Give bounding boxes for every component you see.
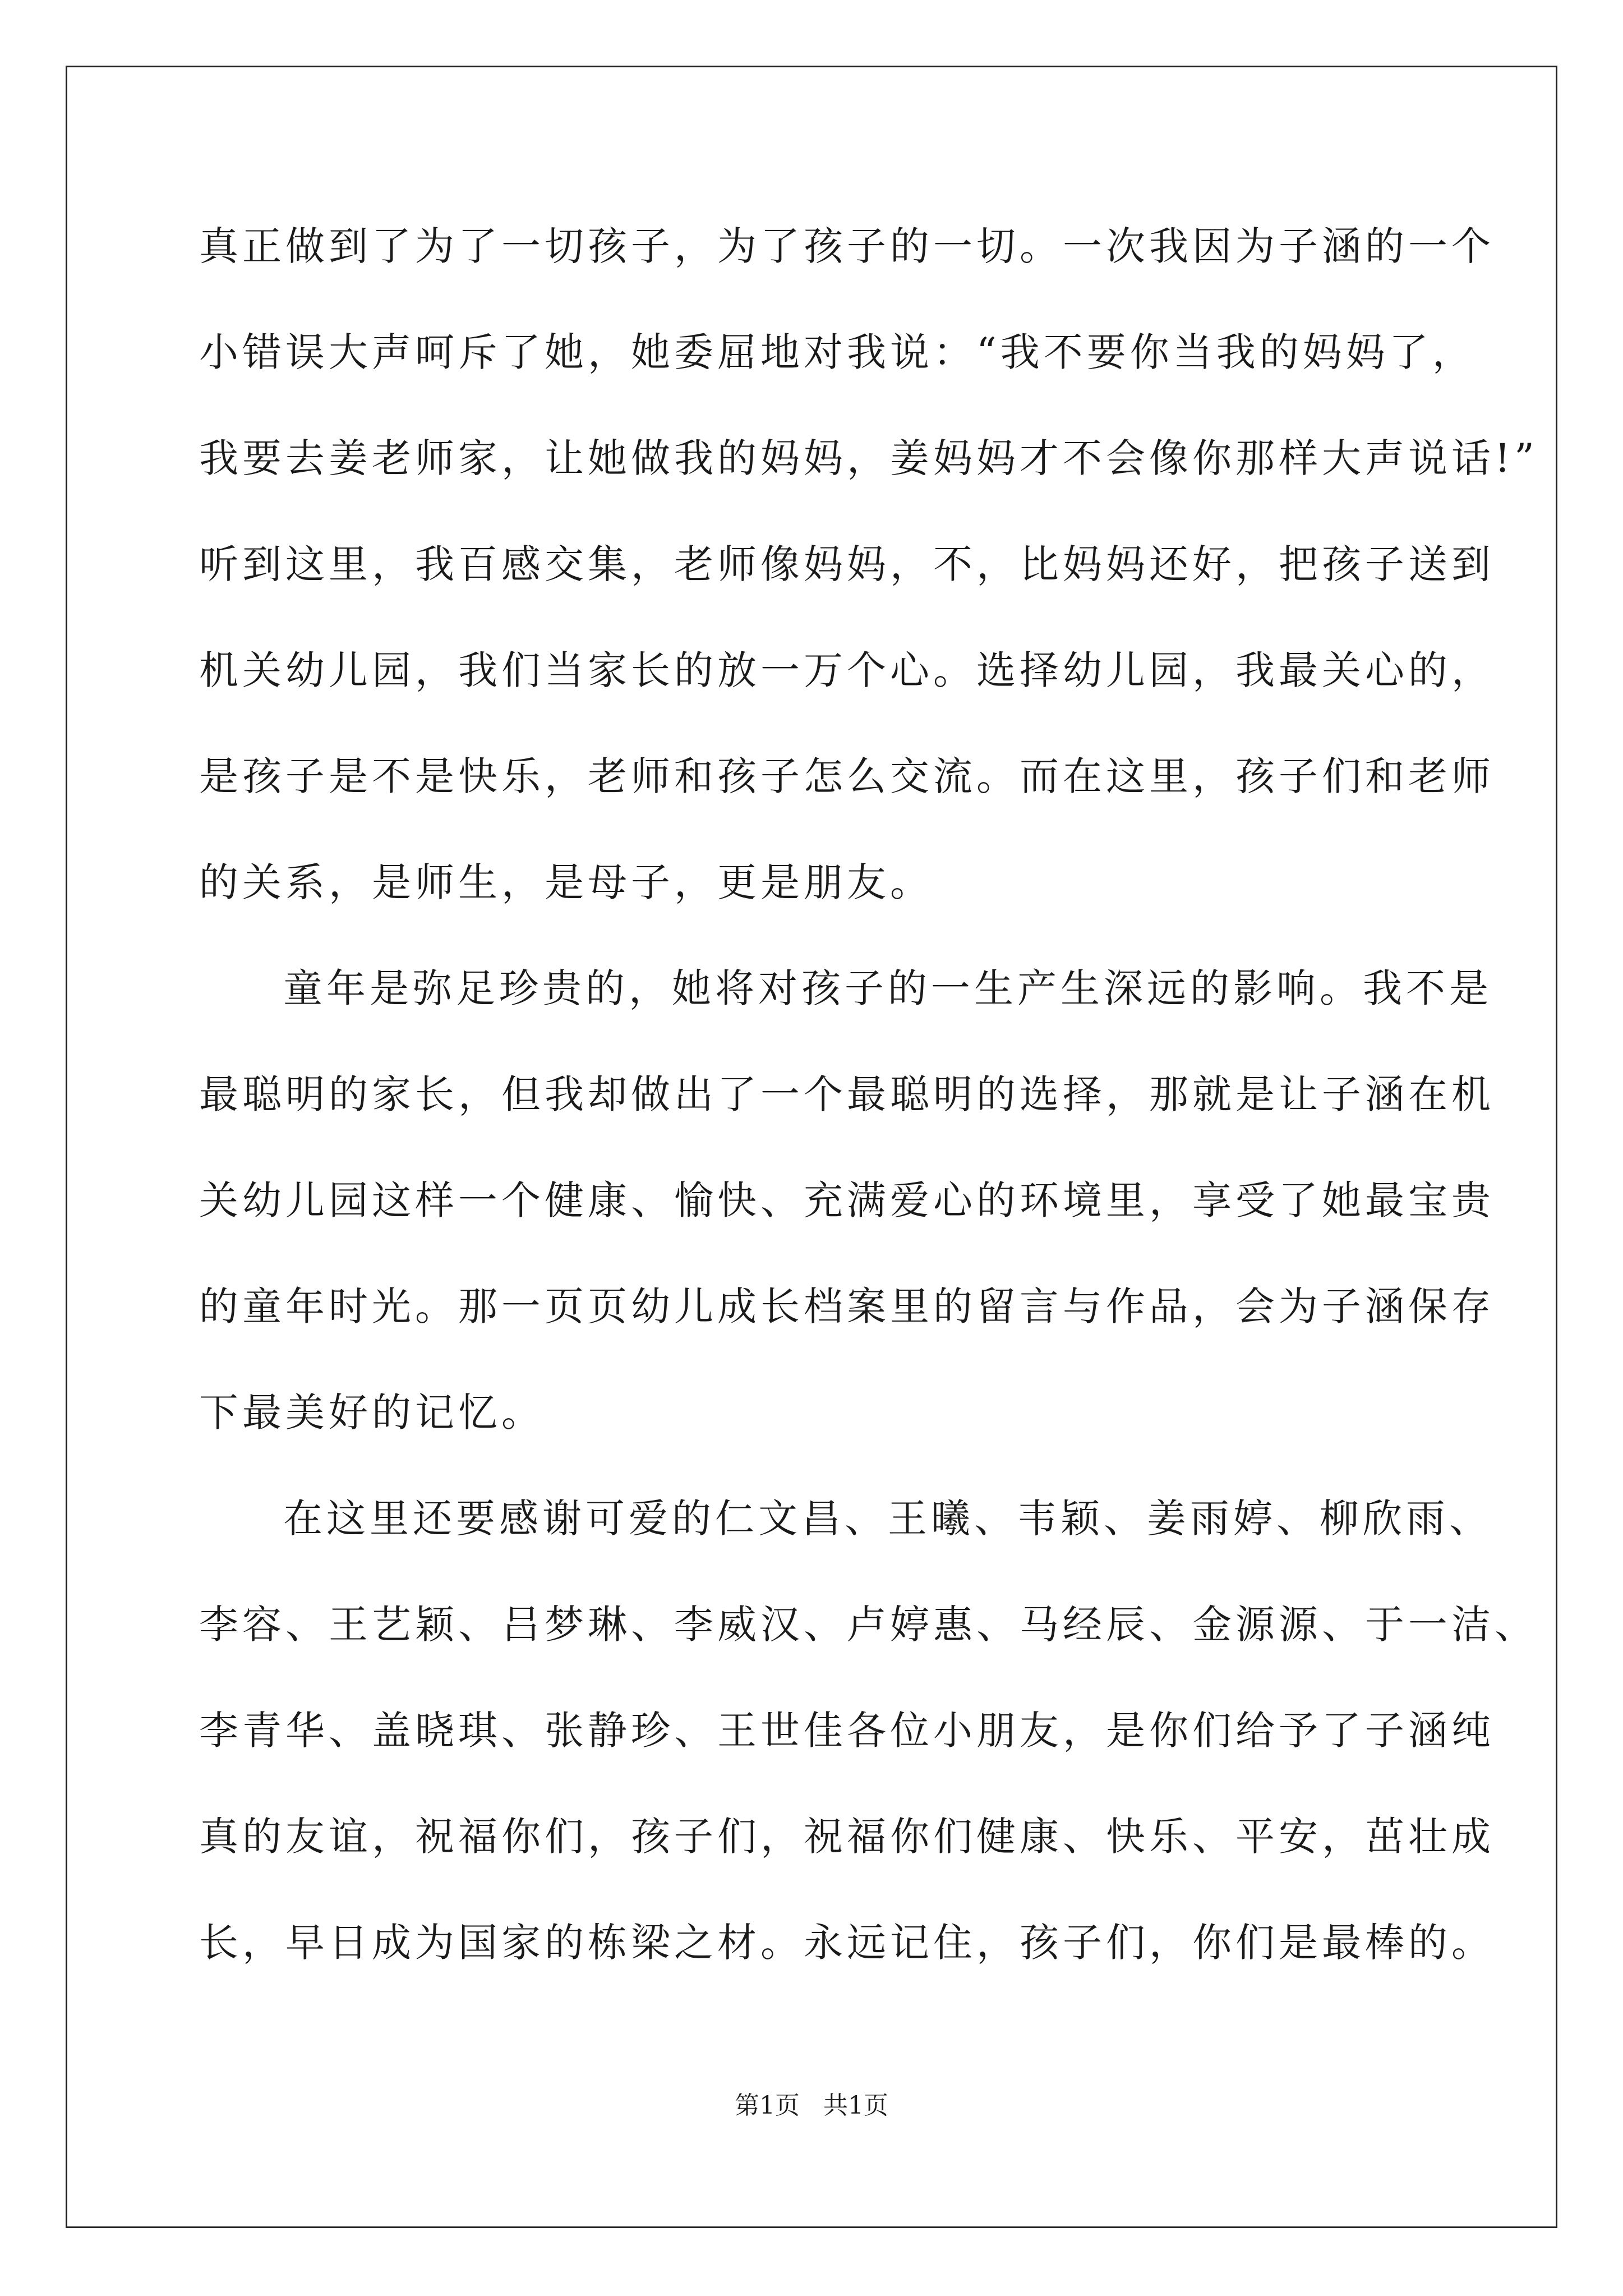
page-number-footer: 第1页 共1页 xyxy=(735,2091,888,2120)
paragraph-line: 的童年时光。那一页页幼儿成长档案里的留言与作品，会为子涵保存 xyxy=(199,1283,1495,1329)
paragraph-line: 机关幼儿园，我们当家长的放一万个心。选择幼儿园，我最关心的， xyxy=(199,647,1495,693)
paragraph-line: 长，早日成为国家的栋梁之材。永远记住，孩子们，你们是最棒的。 xyxy=(199,1920,1495,1966)
paragraph-line: 李青华、盖晓琪、张静珍、王世佳各位小朋友，是你们给予了子涵纯 xyxy=(199,1708,1495,1754)
paragraph-line: 关幼儿园这样一个健康、愉快、充满爱心的环境里，享受了她最宝贵 xyxy=(199,1177,1495,1223)
paragraph-line: 李容、王艺颖、吕梦琳、李威汉、卢婷惠、马经辰、金源源、于一洁、 xyxy=(199,1602,1538,1648)
paragraph-first-line: 在这里还要感谢可爱的仁文昌、王曦、韦颖、姜雨婷、柳欣雨、 xyxy=(283,1496,1492,1542)
paragraph-line: 是孩子是不是快乐，老师和孩子怎么交流。而在这里，孩子们和老师 xyxy=(199,753,1495,799)
paragraph-line: 真正做到了为了一切孩子，为了孩子的一切。一次我因为子涵的一个 xyxy=(199,223,1495,269)
paragraph-first-line: 童年是弥足珍贵的，她将对孩子的一生产生深远的影响。我不是 xyxy=(283,965,1492,1011)
paragraph-line: 我要去姜老师家，让她做我的妈妈，姜妈妈才不会像你那样大声说话!” xyxy=(199,435,1538,481)
paragraph-line: 真的友谊，祝福你们，孩子们，祝福你们健康、快乐、平安，茁壮成 xyxy=(199,1814,1495,1860)
paragraph-line: 听到这里，我百感交集，老师像妈妈，不，比妈妈还好，把孩子送到 xyxy=(199,541,1495,587)
paragraph-line: 下最美好的记忆。 xyxy=(199,1389,545,1435)
paragraph-line: 最聪明的家长，但我却做出了一个最聪明的选择，那就是让子涵在机 xyxy=(199,1071,1495,1117)
document-body xyxy=(199,217,1538,2019)
paragraph-line: 的关系，是师生，是母子，更是朋友。 xyxy=(199,859,933,905)
paragraph-line: 小错误大声呵斥了她，她委屈地对我说：“我不要你当我的妈妈了， xyxy=(199,329,1476,375)
